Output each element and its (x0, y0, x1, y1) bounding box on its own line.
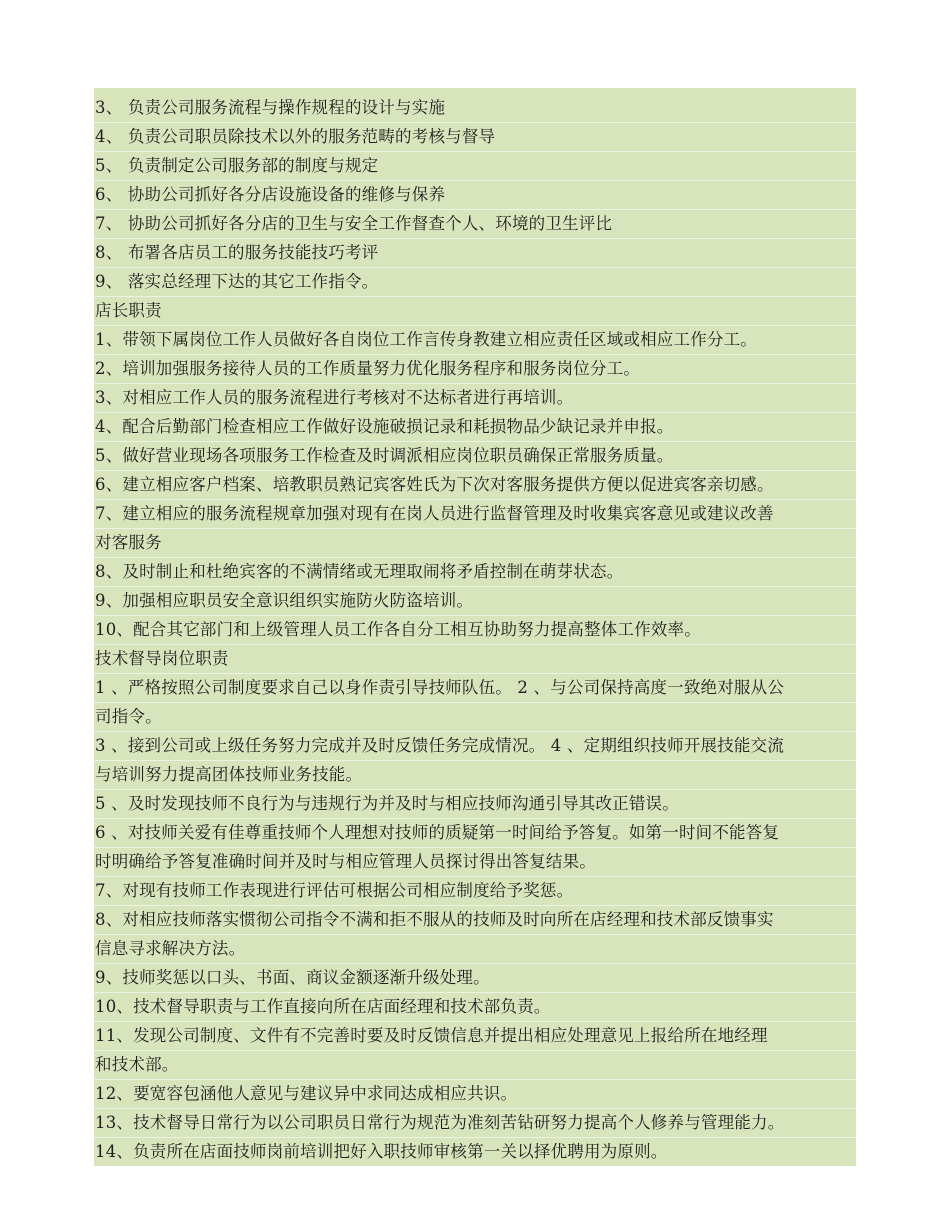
text-line: 与培训努力提高团体技师业务技能。 (94, 761, 856, 790)
text-line: 3、 负责公司服务流程与操作规程的设计与实施 (94, 94, 856, 123)
text-line: 9、加强相应职员安全意识组织实施防火防盗培训。 (94, 587, 856, 616)
text-line: 9、技师奖惩以口头、书面、商议金额逐渐升级处理。 (94, 964, 856, 993)
text-line: 信息寻求解决方法。 (94, 935, 856, 964)
text-line: 司指令。 (94, 703, 856, 732)
text-line: 技术督导岗位职责 (94, 645, 856, 674)
text-line: 4、配合后勤部门检查相应工作做好设施破损记录和耗损物品少缺记录并申报。 (94, 413, 856, 442)
text-line: 4、 负责公司职员除技术以外的服务范畴的考核与督导 (94, 123, 856, 152)
text-line: 和技术部。 (94, 1051, 856, 1080)
text-line: 10、配合其它部门和上级管理人员工作各自分工相互协助努力提高整体工作效率。 (94, 616, 856, 645)
text-line: 6、建立相应客户档案、培教职员熟记宾客姓氏为下次对客服务提供方便以促进宾客亲切感。 (94, 471, 856, 500)
text-line: 8、 布署各店员工的服务技能技巧考评 (94, 239, 856, 268)
text-line: 5、 负责制定公司服务部的制度与规定 (94, 152, 856, 181)
text-line: 6、 协助公司抓好各分店设施设备的维修与保养 (94, 181, 856, 210)
text-line: 8、及时制止和杜绝宾客的不满情绪或无理取闹将矛盾控制在萌芽状态。 (94, 558, 856, 587)
text-line: 3、对相应工作人员的服务流程进行考核对不达标者进行再培训。 (94, 384, 856, 413)
text-line: 7、建立相应的服务流程规章加强对现有在岗人员进行监督管理及时收集宾客意见或建议改善 (94, 500, 856, 529)
text-line: 时明确给予答复准确时间并及时与相应管理人员探讨得出答复结果。 (94, 848, 856, 877)
text-line: 13、技术督导日常行为以公司职员日常行为规范为准刻苦钻研努力提高个人修养与管理能力。 (94, 1109, 856, 1138)
text-line: 5、做好营业现场各项服务工作检查及时调派相应岗位职员确保正常服务质量。 (94, 442, 856, 471)
text-line: 12、要宽容包涵他人意见与建议异中求同达成相应共识。 (94, 1080, 856, 1109)
text-line: 5 、及时发现技师不良行为与违规行为并及时与相应技师沟通引导其改正错误。 (94, 790, 856, 819)
text-line: 8、对相应技师落实惯彻公司指令不满和拒不服从的技师及时向所在店经理和技术部反馈事实 (94, 906, 856, 935)
text-line: 9、 落实总经理下达的其它工作指令。 (94, 268, 856, 297)
text-line: 10、技术督导职责与工作直接向所在店面经理和技术部负责。 (94, 993, 856, 1022)
text-line: 2、培训加强服务接待人员的工作质量努力优化服务程序和服务岗位分工。 (94, 355, 856, 384)
text-line: 1、带领下属岗位工作人员做好各自岗位工作言传身教建立相应责任区域或相应工作分工。 (94, 326, 856, 355)
text-line: 店长职责 (94, 297, 856, 326)
text-line: 14、负责所在店面技师岗前培训把好入职技师审核第一关以择优聘用为原则。 (95, 1142, 668, 1161)
text-line: 11、发现公司制度、文件有不完善时要及时反馈信息并提出相应处理意见上报给所在地经理 (94, 1022, 856, 1051)
text-line: 对客服务 (94, 529, 856, 558)
text-line: 3 、接到公司或上级任务努力完成并及时反馈任务完成情况。 4 、定期组织技师开展技能交流 (94, 732, 856, 761)
text-line: 6 、对技师关爱有佳尊重技师个人理想对技师的质疑第一时间给予答复。如第一时间不能答复 (94, 819, 856, 848)
text-line: 1 、严格按照公司制度要求自己以身作责引导技师队伍。 2 、与公司保持高度一致绝对服从公 (94, 674, 856, 703)
document-body (94, 88, 856, 1166)
text-line: 7、对现有技师工作表现进行评估可根据公司相应制度给予奖惩。 (94, 877, 856, 906)
text-line: 7、 协助公司抓好各分店的卫生与安全工作督查个人、环境的卫生评比 (94, 210, 856, 239)
